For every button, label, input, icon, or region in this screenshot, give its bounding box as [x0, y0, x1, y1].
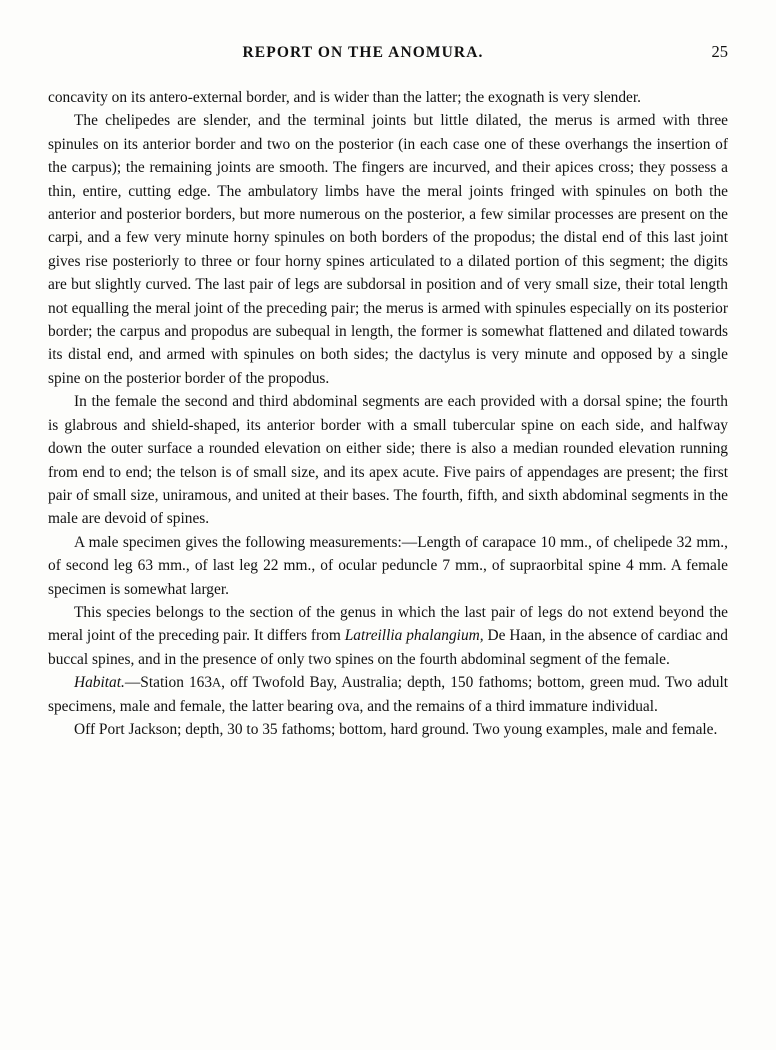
- paragraph: concavity on its antero-external border, and is wider than the latter; the exognath is very slender.: [48, 89, 642, 106]
- habitat-text-1: —Station 163: [124, 674, 213, 692]
- habitat-text-2: , off Twofold Bay, Australia; depth, 150 fathoms; bottom, green mud. Two adult specimens, male and female, the latter bearing ova, and the remains of a third immature individual.: [48, 674, 729, 716]
- paragraph: In the female the second and third abdominal segments are each provided with a dorsal spine; the fourth is glabrous and shield-shaped, its anterior border with a small tubercular spine on each side, and halfway down the outer surface a rounded elevation on either side; there is also a median rounded elevation running from end to end; the telson is of small size, and its apex acute. Five pairs of appendages are present; the first pair of small size, uniramous, and united at their bases. The fourth, fifth, and sixth abdominal segments in the male are devoid of spines.: [48, 393, 728, 528]
- body-text: [48, 86, 728, 742]
- species-text-after: De Haan, in the absence of cardiac and buccal spines, and in the presence of only two spines on the fourth abdominal segment of the female.: [48, 627, 728, 668]
- species-text-before: This species belongs to the section of the genus in which the last pair of legs do not extend beyond the meral joint of the preceding pair. It differs from: [48, 603, 728, 645]
- page-header: [48, 44, 728, 68]
- paragraph: A male specimen gives the following measurements:—Length of carapace 10 mm., of chelipede 32 mm., of second leg 63 mm., of last leg 22 mm., of ocular peduncle 7 mm., of supraorbital spine 4 mm. A female specimen is somewhat larger.: [48, 533, 728, 598]
- paragraph-species: [48, 601, 728, 671]
- paragraph-habitat: [48, 671, 728, 718]
- species-name: Latreillia phalangium,: [344, 627, 484, 645]
- station-letter: A: [212, 675, 222, 690]
- paragraph-last: Off Port Jackson; depth, 30 to 35 fathoms; bottom, hard ground. Two young examples, male and female.: [74, 721, 718, 739]
- page-number: 25: [711, 42, 728, 61]
- habitat-label: Habitat.: [74, 674, 125, 692]
- running-title: REPORT ON THE ANOMURA.: [242, 44, 484, 61]
- paragraph: The chelipedes are slender, and the terminal joints but little dilated, the merus is armed with three spinules on its anterior border and two on the posterior (in each case one of these overhangs the insertion of the carpus); the remaining joints are smooth. The fingers are incurved, and their apices cross; they possess a thin, entire, cutting edge. The ambulatory limbs have the meral joints fringed with spinules on both the anterior and posterior borders, but more numerous on the posterior, a few similar processes are present on the carpi, and a few very minute horny spinules on both borders of the propodus; the distal end of this last joint gives rise posteriorly to three or four horny spines articulated to a dilated portion of this segment; the digits are but slightly curved. The last pair of legs are subdorsal in position and of very small size, their total length not equalling the meral joint of the preceding pair; the merus is armed with spinules especially on its posterior border; the carpus and propodus are subequal in length, the former is somewhat flattened and dilated towards its distal end, and armed with spinules on both sides; the dactylus is very minute and opposed by a single spine on the posterior border of the propodus.: [48, 112, 728, 387]
